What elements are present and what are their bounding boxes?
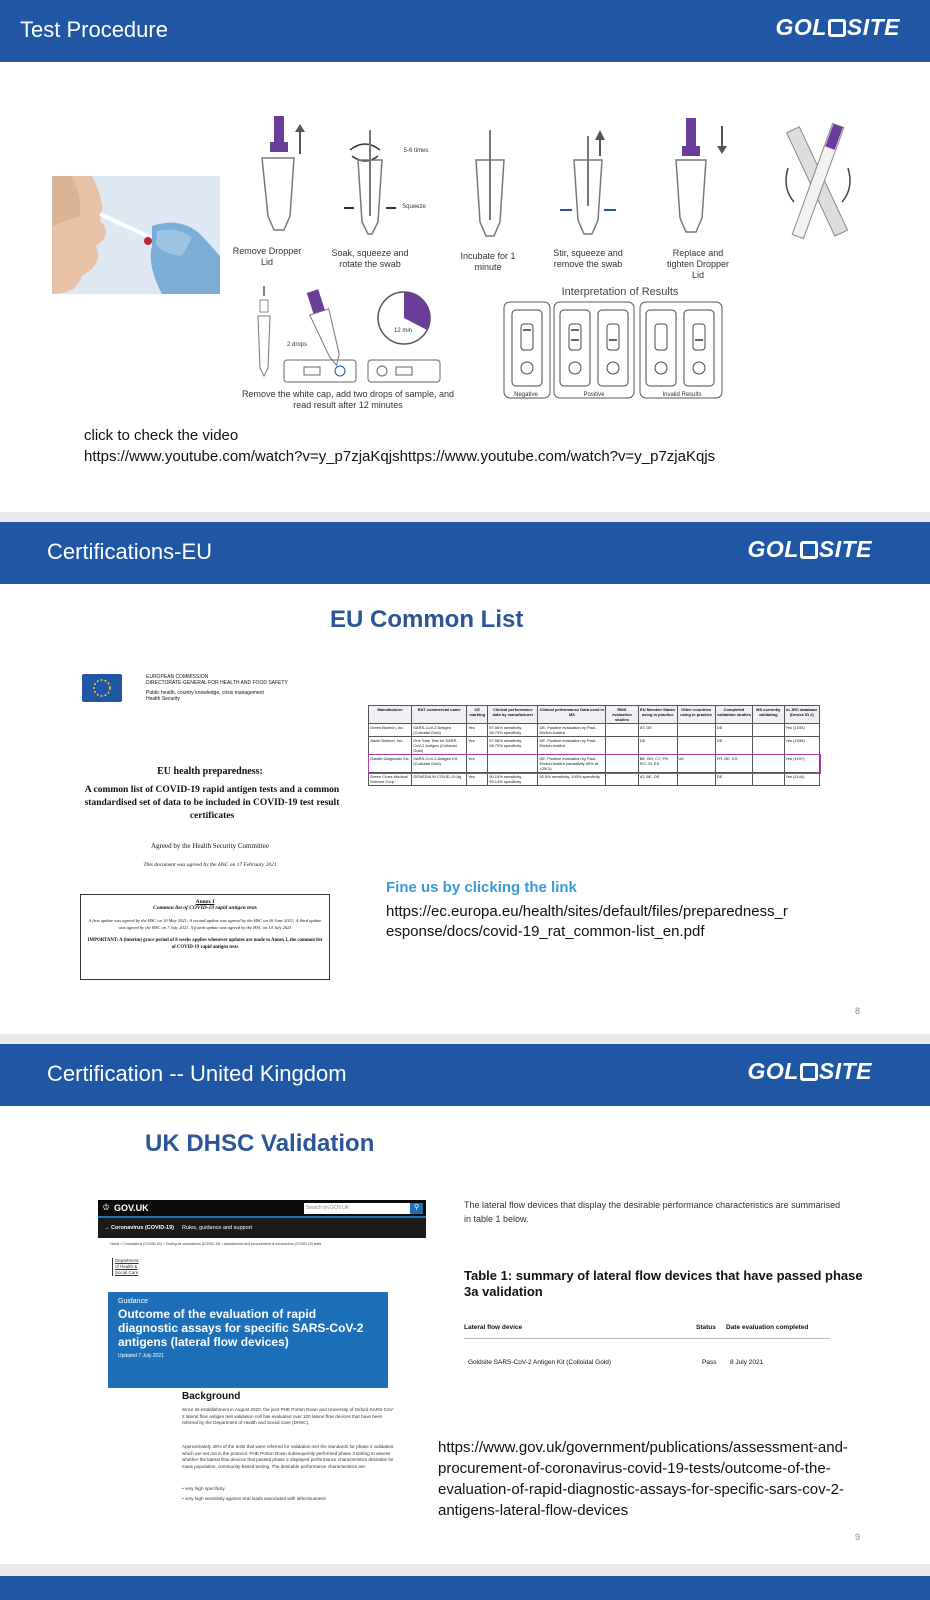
step-stir-illustration [556, 126, 620, 246]
page-number: 8 [855, 1006, 861, 1016]
timer-label: 12 min [393, 328, 412, 334]
slide-certifications-eu [0, 522, 930, 1034]
nasal-swab-photo [52, 176, 220, 294]
table-cell: 90.15% sensitivity, 99.14% specificity [488, 773, 538, 786]
step-label: Remove Dropper Lid [232, 246, 302, 267]
crown-icon: ♔ [102, 1202, 111, 1212]
table-header: EU Member States using in practice [638, 706, 677, 724]
updated-date: Updated 7 July 2021 [118, 1353, 164, 1359]
govuk-search-input[interactable]: Search on GOV.UK [304, 1203, 410, 1214]
uk-link-line[interactable]: antigens-lateral-flow-devices [438, 1502, 629, 1519]
table-cell: DE [715, 737, 752, 755]
table-cell [488, 755, 538, 773]
slide-header [0, 0, 930, 62]
table-cell [606, 737, 639, 755]
slide-title: Certifications-EU [47, 539, 213, 564]
table-header: Clinical performance data by manufacturer [488, 706, 538, 724]
table-header: CE marking [467, 706, 488, 724]
table-cell [753, 737, 784, 755]
table-cell [677, 724, 715, 737]
table-cell: Yes (1144) [784, 773, 819, 786]
table-cell: DE: Positive evaluation by Paul-Ehrlich-Institut [538, 724, 606, 737]
table-title: Table 1: summary of lateral flow devices that have passed phase 3a validation [464, 1268, 863, 1299]
table-cell: Golsite Diagnostic Inc. [369, 755, 412, 773]
brand-logo: GOL SITE [747, 1058, 872, 1084]
table-cell [753, 724, 784, 737]
table-cell: DE: Positive evaluation by Paul-Ehrlich-Institut (sensitivity 80% at <25Ct) [538, 755, 606, 773]
apply-caption: Remove the white cap, add two drops of sample, and read result after 12 minutes [241, 389, 455, 410]
table-cell [753, 773, 784, 786]
table-cell: Yes (1197) [784, 755, 819, 773]
doc-agreed-date: This document was agreed by the HSC on 17 February 2021 [143, 862, 277, 868]
nav-link-coronavirus[interactable]: → Coronavirus (COVID-19) [104, 1225, 174, 1231]
step-remove-lid-illustration [248, 116, 308, 244]
background-heading: Background [182, 1391, 241, 1402]
timer-icon [376, 290, 432, 346]
table-cell: 97.06% sensitivity, 98.73% specificity [488, 737, 538, 755]
bullet-item: • very high specificity [182, 1486, 225, 1491]
govuk-logo[interactable]: GOV.UK [114, 1203, 149, 1213]
table-cell [606, 724, 639, 737]
lfd-table [464, 1316, 834, 1386]
guidance-banner [108, 1292, 388, 1388]
govuk-header [98, 1200, 426, 1216]
table-row [369, 724, 820, 737]
doc-agreed: Agreed by the Health Security Committee [151, 842, 269, 850]
table-cell: BE, BG, CY, FR, RO, SI, ES [638, 755, 677, 773]
summary-text: The lateral flow devices that display the desirable performance characteristics are summarised in table 1 below. [464, 1200, 841, 1224]
slide-header [0, 1044, 930, 1106]
table-cell: FR, DE, ES [715, 755, 752, 773]
annex-title: Annex I [195, 899, 215, 905]
annex-important: IMPORTANT: A (interim) grace period of 8 weeks applies whenever updates are made to Annex I, the common list of COVID-19 rapid antigen tests [87, 938, 323, 950]
annex-box [80, 894, 330, 980]
table-header: RMS evaluation studies [606, 706, 639, 724]
bullet-text: very high sensitivity against viral loads associated with infectiousness [184, 1496, 326, 1501]
slide-title: Certification -- United Kingdom [47, 1061, 347, 1086]
background-paragraph: Since its establishment in August 2020, the joint PHE Porton Down and University of Oxford SARS-CoV-2 lateral flow antigen test validation cell has evaluated over 100 lateral flow devices that have been referred by the Department of Health and Social Care (DHSC). [182, 1407, 394, 1425]
step-label: Stir, squeeze and remove the swab [553, 248, 623, 269]
brand-logo: GOL SITE [747, 536, 872, 562]
annex-subtitle: Common list of COVID-19 rapid antigen tests [153, 905, 257, 911]
step-rotate-illustration [780, 118, 856, 244]
video-link[interactable]: https://www.youtube.com/watch?v=y_p7zjaKqjshttps://www.youtube.com/watch?v=y_p7zjaKqjs [84, 448, 716, 465]
slide-header [0, 522, 930, 584]
uk-link-line[interactable]: procurement-of-coronavirus-covid-19-tests/outcome-of-the- [438, 1460, 831, 1477]
step-label: Replace and tighten Dropper Lid [666, 248, 730, 280]
table-cell [677, 737, 715, 755]
table-header: Clinical performance Data used in MS [538, 706, 606, 724]
search-icon[interactable]: ⚲ [410, 1203, 423, 1214]
eu-link-line[interactable]: https://ec.europa.eu/health/sites/default/files/preparedness_r [386, 903, 788, 920]
table-cell [677, 773, 715, 786]
brand-logo: GOL SITE [775, 14, 900, 40]
bullet-text: very high specificity [184, 1486, 225, 1491]
col-header-status: Status [696, 1324, 716, 1331]
table-header: In JRC database (Device ID #) [784, 706, 819, 724]
eu-common-list-table [368, 705, 820, 786]
table-cell: SARS-CoV-2 Antigen Kit (Colloidal Gold) [412, 755, 467, 773]
breadcrumb[interactable]: Home > Coronavirus (COVID-19) > Testing for coronavirus (COVID-19) > Assessment and procurement of coronavirus (COVID-19) tests [110, 1242, 322, 1246]
table-cell: Green Cross Medical Science Corp. [369, 773, 412, 786]
eu-document [76, 662, 344, 992]
device-date: 8 July 2021 [730, 1359, 764, 1366]
col-header-device: Lateral flow device [464, 1324, 523, 1331]
device-status: Pass [702, 1359, 717, 1366]
table-cell: DE [638, 737, 677, 755]
doc-org: Public health, country knowledge, crisis management [146, 690, 264, 696]
doc-title: A common list of COVID-19 rapid antigen tests and a common standardised set of data to be included in COVID-19 test result certificates [84, 785, 340, 821]
table-header: Manufacturer [369, 706, 412, 724]
interpretation-title: Interpretation of Results [561, 286, 679, 298]
table-header: MS currently validating [753, 706, 784, 724]
table-cell: 92.5% sensitivity, 100% specificity [538, 773, 606, 786]
table-cell: Yes (1033) [784, 724, 819, 737]
slide-title: Test Procedure [20, 17, 168, 42]
table-divider [464, 1338, 830, 1339]
nav-label: Coronavirus (COVID-19) [111, 1225, 174, 1231]
doc-org: Health Security [146, 696, 180, 702]
table-cell: GENEDIA W COVID-19 Ag [412, 773, 467, 786]
govuk-nav [98, 1216, 426, 1238]
table-header: RAT commercial name [412, 706, 467, 724]
result-positive: Positive [583, 392, 605, 398]
next-slide-header-strip [0, 1576, 930, 1600]
times-note: 5-6 times [403, 148, 429, 154]
dhsc-logo: Department of Health & Social Care [112, 1258, 142, 1276]
drops-note: 2 drops [286, 342, 307, 348]
slide-certification-uk [0, 1044, 930, 1564]
col-header-date: Date evaluation completed [726, 1324, 809, 1331]
eu-link-line[interactable]: esponse/docs/covid-19_rat_common-list_en.pdf [386, 923, 705, 940]
guidance-title: Outcome of the evaluation of rapid diagnostic assays for specific SARS-CoV-2 antigens (lateral flow devices) [118, 1307, 364, 1349]
uk-link-line[interactable]: https://www.gov.uk/government/publications/assessment-and- [438, 1439, 848, 1456]
step-label: Incubate for 1 minute [460, 251, 516, 272]
table-cell: DE: Positive evaluation by Paul-Ehrlich-Institut [538, 737, 606, 755]
table-cell: Yes [467, 773, 488, 786]
table-cell: UK [677, 755, 715, 773]
table-cell: AT, BE, DE [638, 773, 677, 786]
doc-org: DIRECTORATE-GENERAL FOR HEALTH AND FOOD SAFETY [146, 680, 288, 686]
eu-flag-logo [82, 674, 122, 702]
table-cell [606, 773, 639, 786]
doc-org: EUROPEAN COMMISSION [146, 674, 209, 680]
table-cell [753, 755, 784, 773]
table-cell: Yes [467, 737, 488, 755]
slide-test-procedure [0, 0, 930, 512]
table-cell: Green Biotech, Inc. [369, 724, 412, 737]
table-cell: DE [715, 724, 752, 737]
table-cell: Jiaxin Biotech, Inc. [369, 737, 412, 755]
video-prompt: click to check the video [84, 427, 239, 444]
table-cell: Yes [467, 724, 488, 737]
section-heading: EU Common List [330, 606, 524, 633]
table-header: Completed validation studies [715, 706, 752, 724]
table-cell: One Step Test for SARS-CoV-2 Antigen (Colloidal Gold) [412, 737, 467, 755]
section-heading: UK DHSC Validation [145, 1130, 375, 1157]
annex-text: A first update was agreed by the HSC on 10 May 2021; A second update was agreed by the HSC on 16 June 2021; A third update was agreed by the HSC on 7 July 2021. A fourth update was agreed by the HSC on 14 July 2021 [88, 918, 322, 930]
step-label: Soak, squeeze and rotate the swab [331, 248, 409, 269]
result-negative: Negative [514, 392, 538, 398]
nav-rest[interactable]: Rules, guidance and support [182, 1225, 253, 1231]
guidance-label: Guidance [118, 1298, 148, 1305]
table-cell: SARS-CoV-2 Antigen (Colloidal Gold) [412, 724, 467, 737]
device-name: Goldsite SARS-CoV-2 Antigen Kit (Colloidal Gold) [468, 1359, 612, 1366]
table-row [369, 773, 820, 786]
bullet-item: • very high sensitivity against viral loads associated with infectiousness [182, 1496, 326, 1501]
table-cell: Yes (1035) [784, 737, 819, 755]
page-number: 9 [855, 1532, 861, 1542]
table-cell: Yes [467, 755, 488, 773]
doc-section: EU health preparedness: [157, 766, 263, 777]
table-row [369, 737, 820, 755]
step-replace-lid-illustration [672, 118, 736, 246]
table-cell: 97.06% sensitivity, 98.73% specificity [488, 724, 538, 737]
table-cell [606, 755, 639, 773]
table-cell: DE [715, 773, 752, 786]
step-incubate-illustration [470, 130, 510, 248]
interpretation-illustration [502, 300, 724, 402]
table-cell: AT, DE [638, 724, 677, 737]
table-header: Other countries using in practice [677, 706, 715, 724]
uk-link-line[interactable]: evaluation-of-rapid-diagnostic-assays-for-specific-sars-cov-2- [438, 1481, 844, 1498]
squeeze-note: Squeeze [402, 204, 426, 210]
link-title: Fine us by clicking the link [386, 879, 577, 896]
background-paragraph: Approximately 30% of the tests that were referred for validation met the standards for phase 2 validation, which are set out in the protocol. PHE Porton Down subsequently performed phase 3 testing to assess whether the lateral flow devices that passed phase 2 displayed performance characteristics desirable for mass population, community-based testing. The desirable performance characteristics are: [182, 1444, 395, 1469]
result-invalid: Invalid Results [662, 392, 702, 398]
table-row-highlighted [369, 755, 820, 773]
